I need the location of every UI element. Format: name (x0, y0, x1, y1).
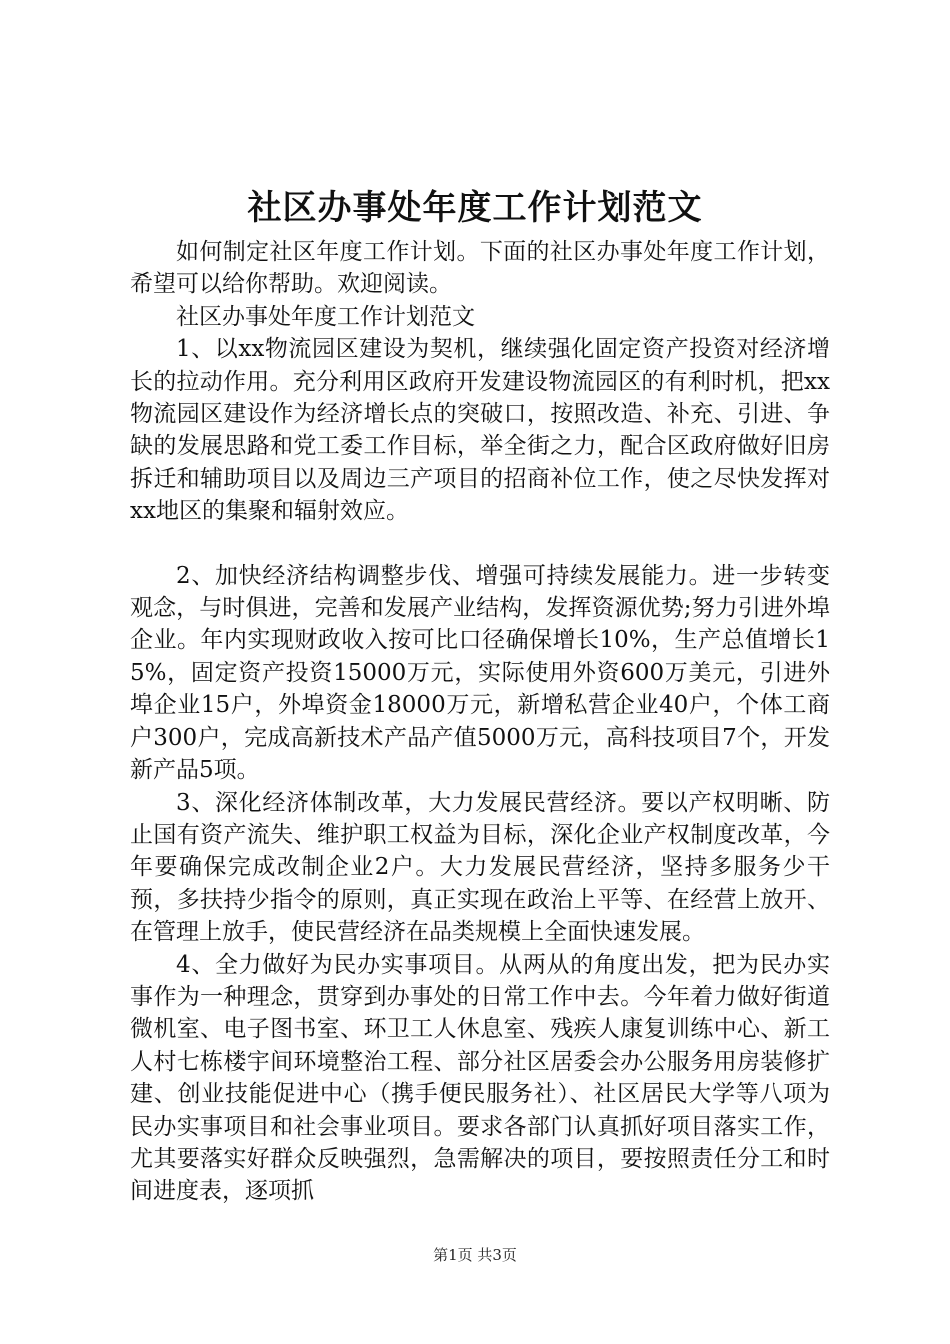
document-title: 社区办事处年度工作计划范文 (247, 188, 703, 228)
intro-paragraph: 如何制定社区年度工作计划。下面的社区办事处年度工作计划，希望可以给你帮助。欢迎阅读。 (130, 239, 830, 298)
document-body (130, 236, 830, 1208)
item-paragraph-3: 3、深化经济体制改革，大力发展民营经济。要以产权明晰、防止国有资产流失、维护职工权益为目标，深化企业产权制度改革，今年要确保完成改制企业2户。大力发展民营经济，坚持多服务少干预，多扶持少指令的原则，真正实现在政治上平等、在经营上放开、在管理上放手，使民营经济在品类规模上全面快速发展。 (130, 789, 830, 946)
page-footer: 第1页 共3页 (433, 1246, 517, 1264)
item-paragraph-2: 2、加快经济结构调整步伐、增强可持续发展能力。进一步转变观念，与时俱进，完善和发展产业结构，发挥资源优势;努力引进外埠企业。年内实现财政收入按可比口径确保增长10%，生产总值增长15%，固定资产投资15000万元，实际使用外资600万美元，引进外埠企业15户，外埠资金18000万元，新增私营企业40户，个体工商户300户，完成高新技术产品产值5000万元，高科技项目7个，开发新产品5项。 (130, 562, 830, 784)
section-heading: 社区办事处年度工作计划范文 (176, 303, 475, 330)
item-paragraph-1: 1、以xx物流园区建设为契机，继续强化固定资产投资对经济增长的拉动作用。充分利用区政府开发建设物流园区的有利时机，把xx物流园区建设作为经济增长点的突破口，按照改造、补充、引进、争缺的发展思路和党工委工作目标，举全街之力，配合区政府做好旧房拆迁和辅助项目以及周边三产项目的招商补位工作，使之尽快发挥对xx地区的集聚和辐射效应。 (130, 336, 830, 525)
item-paragraph-4: 4、全力做好为民办实事项目。从两从的角度出发，把为民办实事作为一种理念，贯穿到办事处的日常工作中去。今年着力做好街道微机室、电子图书室、环卫工人休息室、残疾人康复训练中心、新工人村七栋楼宇间环境整治工程、部分社区居委会办公服务用房装修扩建、创业技能促进中心（携手便民服务社）、社区居民大学等八项为民办实事项目和社会事业项目。要求各部门认真抓好项目落实工作，尤其要落实好群众反映强烈，急需解决的项目，要按照责任分工和时间进度表，逐项抓 (130, 951, 830, 1205)
